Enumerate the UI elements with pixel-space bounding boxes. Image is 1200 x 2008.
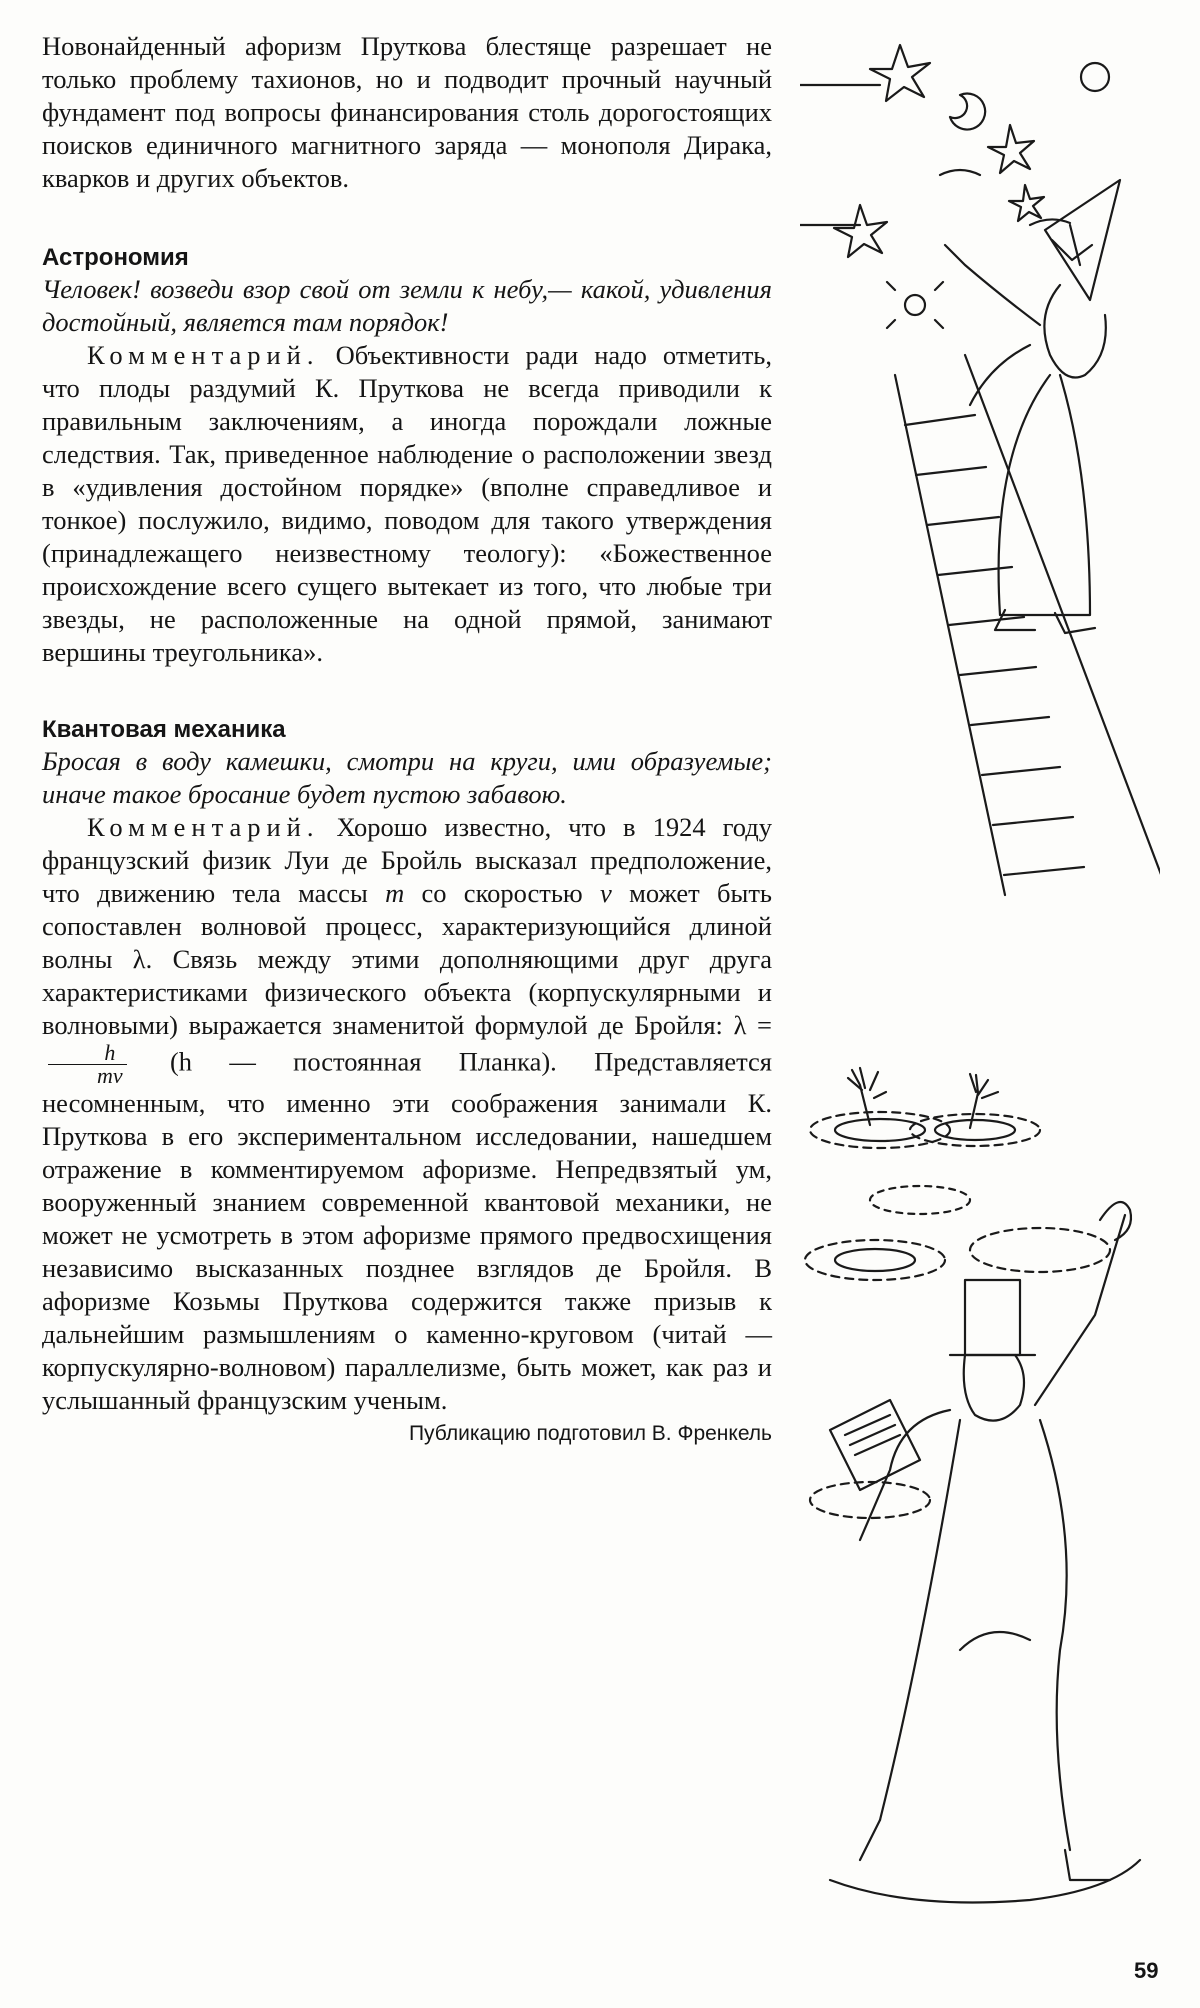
var-m: m bbox=[385, 878, 405, 908]
formula-fraction bbox=[48, 1042, 127, 1087]
formula-numerator: h bbox=[48, 1042, 127, 1065]
quantum-comment-part3: может быть сопоставлен волновой процесс, характеризующийся длиной волны λ. Связь между этими дополняющими друг друга характеристиками физического объекта (корпускулярными и волновыми) выражается знаменитой формулой де Бройля: bbox=[42, 878, 773, 1040]
quantum-comment-label: Комментарий. bbox=[87, 812, 320, 842]
quantum-aphorism: Бросая в воду камешки, смотри на круги, ими образуемые; иначе такое бросание будет пустою забавою. bbox=[42, 746, 772, 809]
quantum-heading: Квантовая механика bbox=[42, 716, 286, 743]
quantum-comment-part2: со скоростью bbox=[421, 878, 583, 908]
astronomy-aphorism: Человек! возведи взор свой от земли к небу,— какой, удивления достойный, является там порядок! bbox=[42, 274, 772, 337]
star-icon bbox=[870, 45, 930, 101]
quantum-comment-part4: (h — постоянная Планка). Представляется несомненным, что именно эти соображения занимали К. Пруткова в его экспериментальном исследовании, нашедшем отражение в комментируемом афоризме. Непредвзятый ум, вооруженный знанием современной квантовой механики, не может не усмотреть в этом афоризме прямого предвосхищения независимо высказанных позднее взглядов де Бройля. В афоризме Козьмы Пруткова содержится также призыв к дальнейшим размышлениям о каменно-круговом (читай — корпускулярно-волновом) параллелизме, быть может, как раз и услышанный французским ученым. bbox=[42, 1046, 772, 1415]
quantum-comment-part1: Хорошо известно, что в 1924 году французский физик Луи де Бройль высказал предположение, что движению тела массы bbox=[42, 812, 773, 908]
intro-paragraph: Новонайденный афоризм Пруткова блестяще разрешает не только проблему тахионов, но и подводит прочный научный фундамент под вопросы финансирования столь дорогостоящих поисков единичного магнитного заряда — монополя Дирака, кварков и других объектов. bbox=[42, 31, 772, 193]
astronomer-illustration bbox=[800, 25, 1160, 915]
star-icon bbox=[834, 205, 887, 257]
signature: Публикацию подготовил В. Френкель bbox=[408, 1422, 772, 1445]
astronomy-comment-label: Комментарий. bbox=[87, 340, 320, 370]
star-icon bbox=[988, 125, 1034, 173]
formula-lhs: λ = bbox=[733, 1010, 773, 1040]
quantum-comment bbox=[42, 811, 772, 1417]
astronomy-heading: Астрономия bbox=[42, 244, 189, 271]
page-number: 59 bbox=[1134, 1958, 1159, 1983]
article-column bbox=[42, 30, 772, 1450]
water-thrower-illustration bbox=[800, 1050, 1160, 1940]
astronomy-comment bbox=[42, 339, 772, 669]
star-icon bbox=[1009, 185, 1044, 221]
astronomy-comment-text: Объективности ради надо отметить, что плоды раздумий К. Пруткова не всегда приводили к правильным заключениям, а иногда порождали ложные следствия. Так, приведенное наблюдение о расположении звезд в «удивления достойном порядке» (вполне справедливое и тонкое) послужило, видимо, поводом для такого утверждения (принадлежащего неизвестному теологу): «Божественное происхождение всего сущего вытекает из того, что любые три звезды, не расположенные на одной прямой, занимают вершины треугольника». bbox=[42, 340, 772, 667]
sun-icon bbox=[1081, 63, 1109, 91]
formula-denominator: mv bbox=[97, 1063, 123, 1088]
var-v: v bbox=[600, 878, 612, 908]
